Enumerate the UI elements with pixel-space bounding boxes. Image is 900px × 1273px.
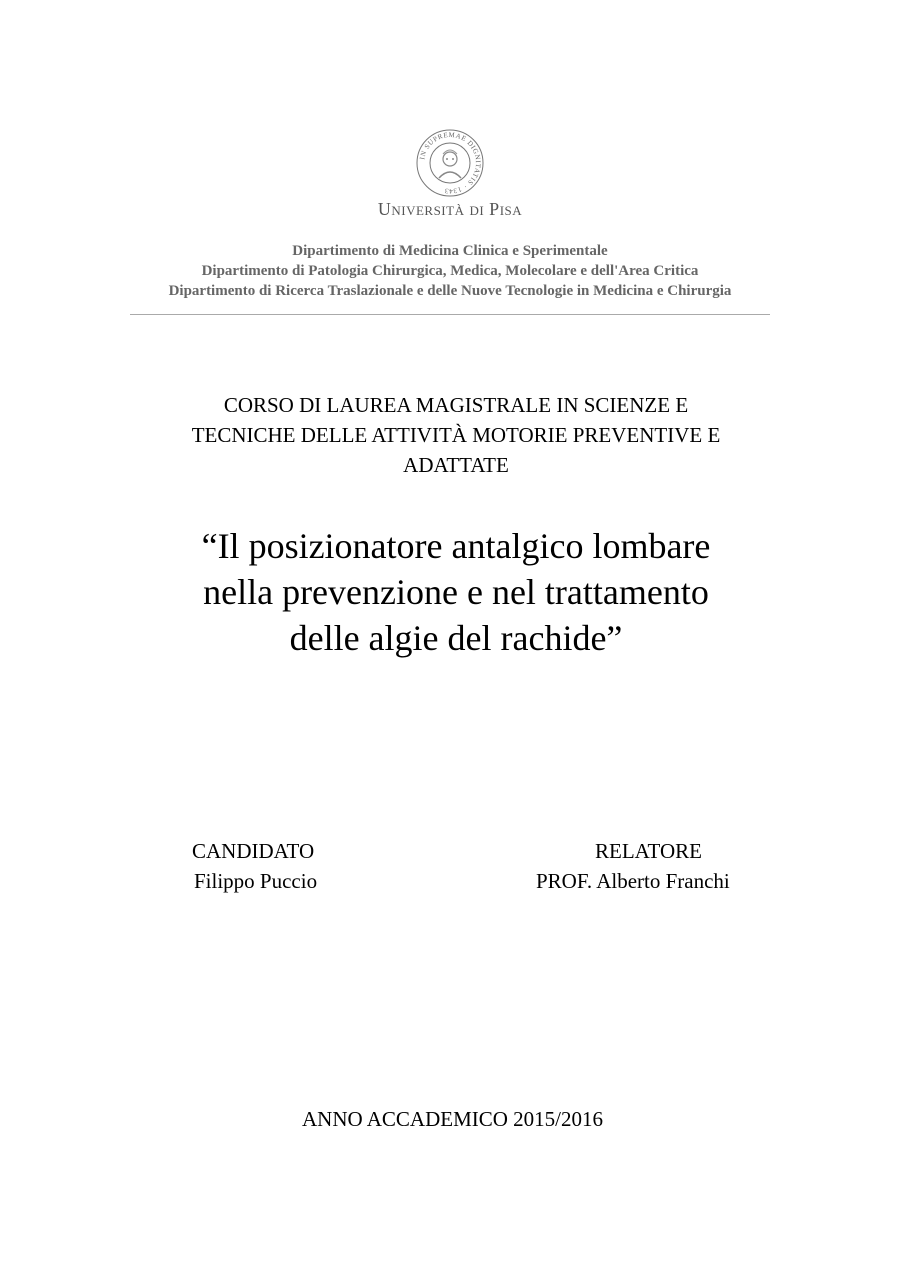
candidate-label: CANDIDATO [192, 839, 315, 863]
thesis-title [100, 523, 812, 661]
university-seal-logo [415, 128, 485, 198]
degree-course [100, 390, 812, 480]
supervisor-label: RELATORE [595, 839, 702, 863]
course-line: ADATTATE [403, 453, 509, 477]
course-line: CORSO DI LAUREA MAGISTRALE IN SCIENZE E [223, 393, 689, 417]
departments-block [0, 241, 900, 301]
thesis-title-line: “Il posizionatore antalgico lombare [201, 526, 711, 566]
department-line: Dipartimento di Medicina Clinica e Sperimentale [292, 243, 608, 259]
thesis-title-line: delle algie del rachide” [289, 618, 623, 658]
candidate-name: Filippo Puccio [194, 869, 318, 893]
department-line: Dipartimento di Patologia Chirurgica, Medica, Molecolare e dell'Area Critica [201, 263, 699, 279]
thesis-title-line: nella prevenzione e nel trattamento [203, 572, 709, 612]
course-line: TECNICHE DELLE ATTIVITÀ MOTORIE PREVENTIVE E [191, 423, 721, 447]
department-line: Dipartimento di Ricerca Traslazionale e delle Nuove Tecnologie in Medicina e Chirurgia [168, 283, 732, 299]
svg-text:IN SUPREMAE DIGNITATIS · 1343: IN SUPREMAE DIGNITATIS · 1343 [418, 130, 483, 196]
academic-year: ANNO ACCADEMICO 2015/2016 [301, 1107, 603, 1131]
supervisor-name: PROF. Alberto Franchi [536, 869, 730, 893]
university-name: Università di Pisa [377, 199, 523, 219]
header-divider [130, 314, 770, 315]
